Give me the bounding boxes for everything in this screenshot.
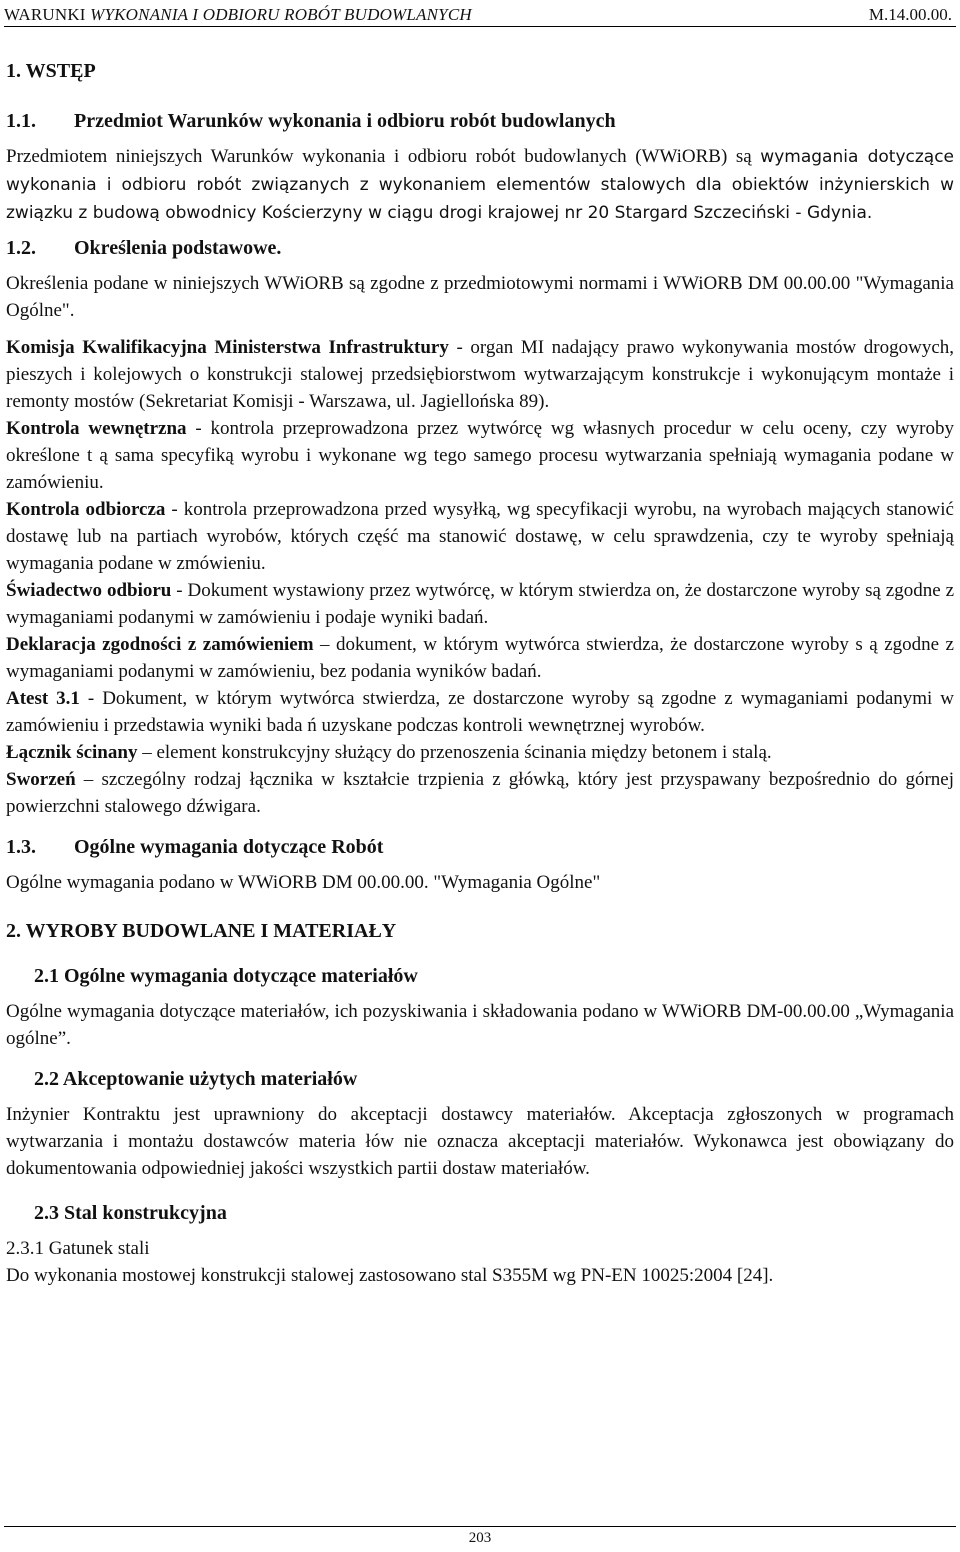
section-2-1-heading: 2.1 Ogólne wymagania dotyczące materiałów xyxy=(34,965,418,987)
definition-paragraph: Atest 3.1 - Dokument, w którym wytwórca stwierdza, ze dostarczone wyroby są zgodne z wymaganiami podanymi w zamówieniu i przedstawia wyniki bada ń uzyskane podczas kontroli wewnętrznej wyrobów. xyxy=(6,688,955,736)
footer-rule xyxy=(4,1526,956,1527)
section-2-2-heading: 2.2 Akceptowanie użytych materiałów xyxy=(34,1068,358,1090)
header-title xyxy=(4,5,472,25)
header-code: M.14.00.00. xyxy=(868,5,952,24)
definition-paragraph: Łącznik ścinany – element konstrukcyjny służący do przenoszenia ścinania między betonem i stalą. xyxy=(6,742,772,763)
section-1-3-heading: 1.3. Ogólne wymagania dotyczące Robót xyxy=(6,836,384,858)
header-title-plain: WARUNKI xyxy=(4,5,86,24)
section-2-3-heading: 2.3 Stal konstrukcyjna xyxy=(34,1202,227,1224)
section-2-heading: 2. WYROBY BUDOWLANE I MATERIAŁY xyxy=(6,920,397,942)
running-header xyxy=(4,2,956,27)
section-1-1-body: Przedmiotem niniejszych Warunków wykonania i odbioru robót budowlanych (WWiORB) są wymagania dotyczące wykonania i odbioru robót związanych z wykonaniem elementów stalowych dla obiektów inżynierskich w związku z budową obwodnicy Kościerzyny w ciągu drogi krajowej nr 20 Stargard Szczeciński - Gdynia. xyxy=(6,146,955,223)
section-2-1-body: Ogólne wymagania dotyczące materiałów, ich pozyskiwania i składowania podano w WWiORB DM-00.00.00 „Wymagania ogólne”. xyxy=(6,1001,954,1049)
section-2-3-body: Do wykonania mostowej konstrukcji stalowej zastosowano stal S355M wg PN-EN 10025:2004 [24]. xyxy=(6,1265,774,1286)
document-body xyxy=(6,58,954,1289)
section-1-2-intro: Określenia podane w niniejszych WWiORB są zgodne z przedmiotowymi normami i WWiORB DM 00.00.00 "Wymagania Ogólne". xyxy=(6,273,954,321)
section-1-2-heading: 1.2. Określenia podstawowe. xyxy=(6,237,282,259)
definition-paragraph: Deklaracja zgodności z zamówieniem – dokument, w którym wytwórca stwierdza, że dostarczone wyroby s ą zgodne z wymaganiami podanymi w zamówieniu, bez podania wyników badań. xyxy=(6,634,954,682)
section-2-3-1-subheading: 2.3.1 Gatunek stali xyxy=(6,1238,150,1259)
definition-paragraph: Kontrola odbiorcza - kontrola przeprowadzona przed wysyłką, wg specyfikacji wyrobu, na wyrobach mających stanowić dostawę lub na partiach wyrobów, których część ma stanowić dostawę, w celu sprawdzenia, czy te wyroby spełniają wymagania podane w zmówieniu. xyxy=(6,499,954,574)
page-number: 203 xyxy=(468,1530,492,1546)
definition-paragraph: Kontrola wewnętrzna - kontrola przeprowadzona przez wytwórcę wg własnych procedur w celu oceny, czy wyroby określone t ą sama specyfiką wyrobu i wykonane wg tego samego procesu wytwarzania spełniają wymagania podane w zamówieniu. xyxy=(6,418,954,493)
section-1-3-body: Ogólne wymagania podano w WWiORB DM 00.00.00. "Wymagania Ogólne" xyxy=(6,872,601,893)
definition-paragraph: Świadectwo odbioru - Dokument wystawiony przez wytwórcę, w którym stwierdza on, że dostarczone wyroby są zgodne z wymaganiami podanymi w zamówieniu i podaje wyniki badań. xyxy=(6,580,954,628)
definition-paragraph: Sworzeń – szczególny rodzaj łącznika w kształcie trzpienia z główką, który jest przyspawany bezpośrednio do górnej powierzchni stalowego dźwigara. xyxy=(6,769,954,817)
section-1-1-heading: 1.1. Przedmiot Warunków wykonania i odbioru robót budowlanych xyxy=(6,110,616,132)
section-1-heading: 1. WSTĘP xyxy=(6,60,96,82)
section-2-2-body: Inżynier Kontraktu jest uprawniony do akceptacji dostawcy materiałów. Akceptacja zgłoszonych w programach wytwarzania i montażu dostawców materia łów nie oznacza akceptacji materiałów. Wykonawca jest obowiązany do dokumentowania odpowiedniej jakości wszystkich partii dostaw materiałów. xyxy=(6,1104,954,1179)
header-title-italic: WYKONANIA I ODBIORU ROBÓT BUDOWLANYCH xyxy=(90,5,472,24)
definition-paragraph: Komisja Kwalifikacyjna Ministerstwa Infrastruktury - organ MI nadający prawo wykonywania mostów drogowych, pieszych i kolejowych o konstrukcji stalowej przedsiębiorstwom wytwarzającym konstrukcje i wykonującym montaże i remonty mostów (Sekretariat Komisji - Warszawa, ul. Jagiellońska 89). xyxy=(6,337,955,412)
